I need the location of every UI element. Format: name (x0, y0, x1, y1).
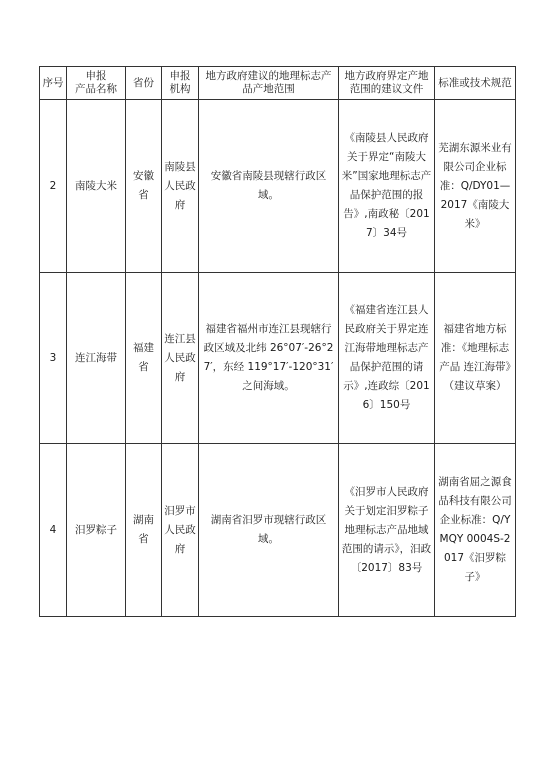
table-row (40, 273, 516, 444)
header-standard: 标准或技术规范 (435, 67, 516, 100)
header-product (67, 67, 126, 100)
cell-no: 4 (40, 444, 67, 617)
cell-document: 《福建省连江县人民政府关于界定连江海带地理标志产品保护范围的请示》,连政综〔2016〕150号 (339, 273, 435, 444)
cell-province: 福建省 (126, 273, 162, 444)
cell-province: 湖南省 (126, 444, 162, 617)
gi-product-table (39, 66, 516, 617)
cell-applicant: 汨罗市人民政府 (162, 444, 199, 617)
cell-applicant: 南陵县人民政府 (162, 100, 199, 273)
cell-document: 《汨罗市人民政府关于划定汨罗粽子地理标志产品地域范围的请示》，汨政〔2017〕83号 (339, 444, 435, 617)
header-applicant-text: 申报 机构 (169, 70, 191, 95)
cell-standard: 湖南省屈之源食品科技有限公司企业标准：Q/YMQY 0004S-2017《汨罗粽子》 (435, 444, 516, 617)
cell-applicant: 连江县人民政府 (162, 273, 199, 444)
table-row (40, 444, 516, 617)
cell-no: 2 (40, 100, 67, 273)
cell-province: 安徽省 (126, 100, 162, 273)
cell-no: 3 (40, 273, 67, 444)
header-product-text: 申报 产品名称 (75, 70, 117, 95)
cell-scope: 湖南省汨罗市现辖行政区域。 (199, 444, 339, 617)
header-scope: 地方政府建议的地理标志产品产地范围 (199, 67, 339, 100)
table-header-row (40, 67, 516, 100)
table-row (40, 100, 516, 273)
header-applicant (162, 67, 199, 100)
cell-product: 汨罗粽子 (67, 444, 126, 617)
cell-product: 连江海带 (67, 273, 126, 444)
header-province: 省份 (126, 67, 162, 100)
cell-scope: 福建省福州市连江县现辖行政区域及北纬 26°07′-26°27′，东经 119°17′-120°31′之间海域。 (199, 273, 339, 444)
header-no: 序号 (40, 67, 67, 100)
cell-product: 南陵大米 (67, 100, 126, 273)
cell-standard: 芜湖东源米业有限公司企业标准：Q/DY01—2017《南陵大米》 (435, 100, 516, 273)
cell-standard: 福建省地方标准：《地理标志产品 连江海带》（建议草案） (435, 273, 516, 444)
cell-scope: 安徽省南陵县现辖行政区域。 (199, 100, 339, 273)
header-document: 地方政府界定产地范围的建议文件 (339, 67, 435, 100)
cell-document: 《南陵县人民政府关于界定“南陵大米”国家地理标志产品保护范围的报告》,南政秘〔2017〕34号 (339, 100, 435, 273)
